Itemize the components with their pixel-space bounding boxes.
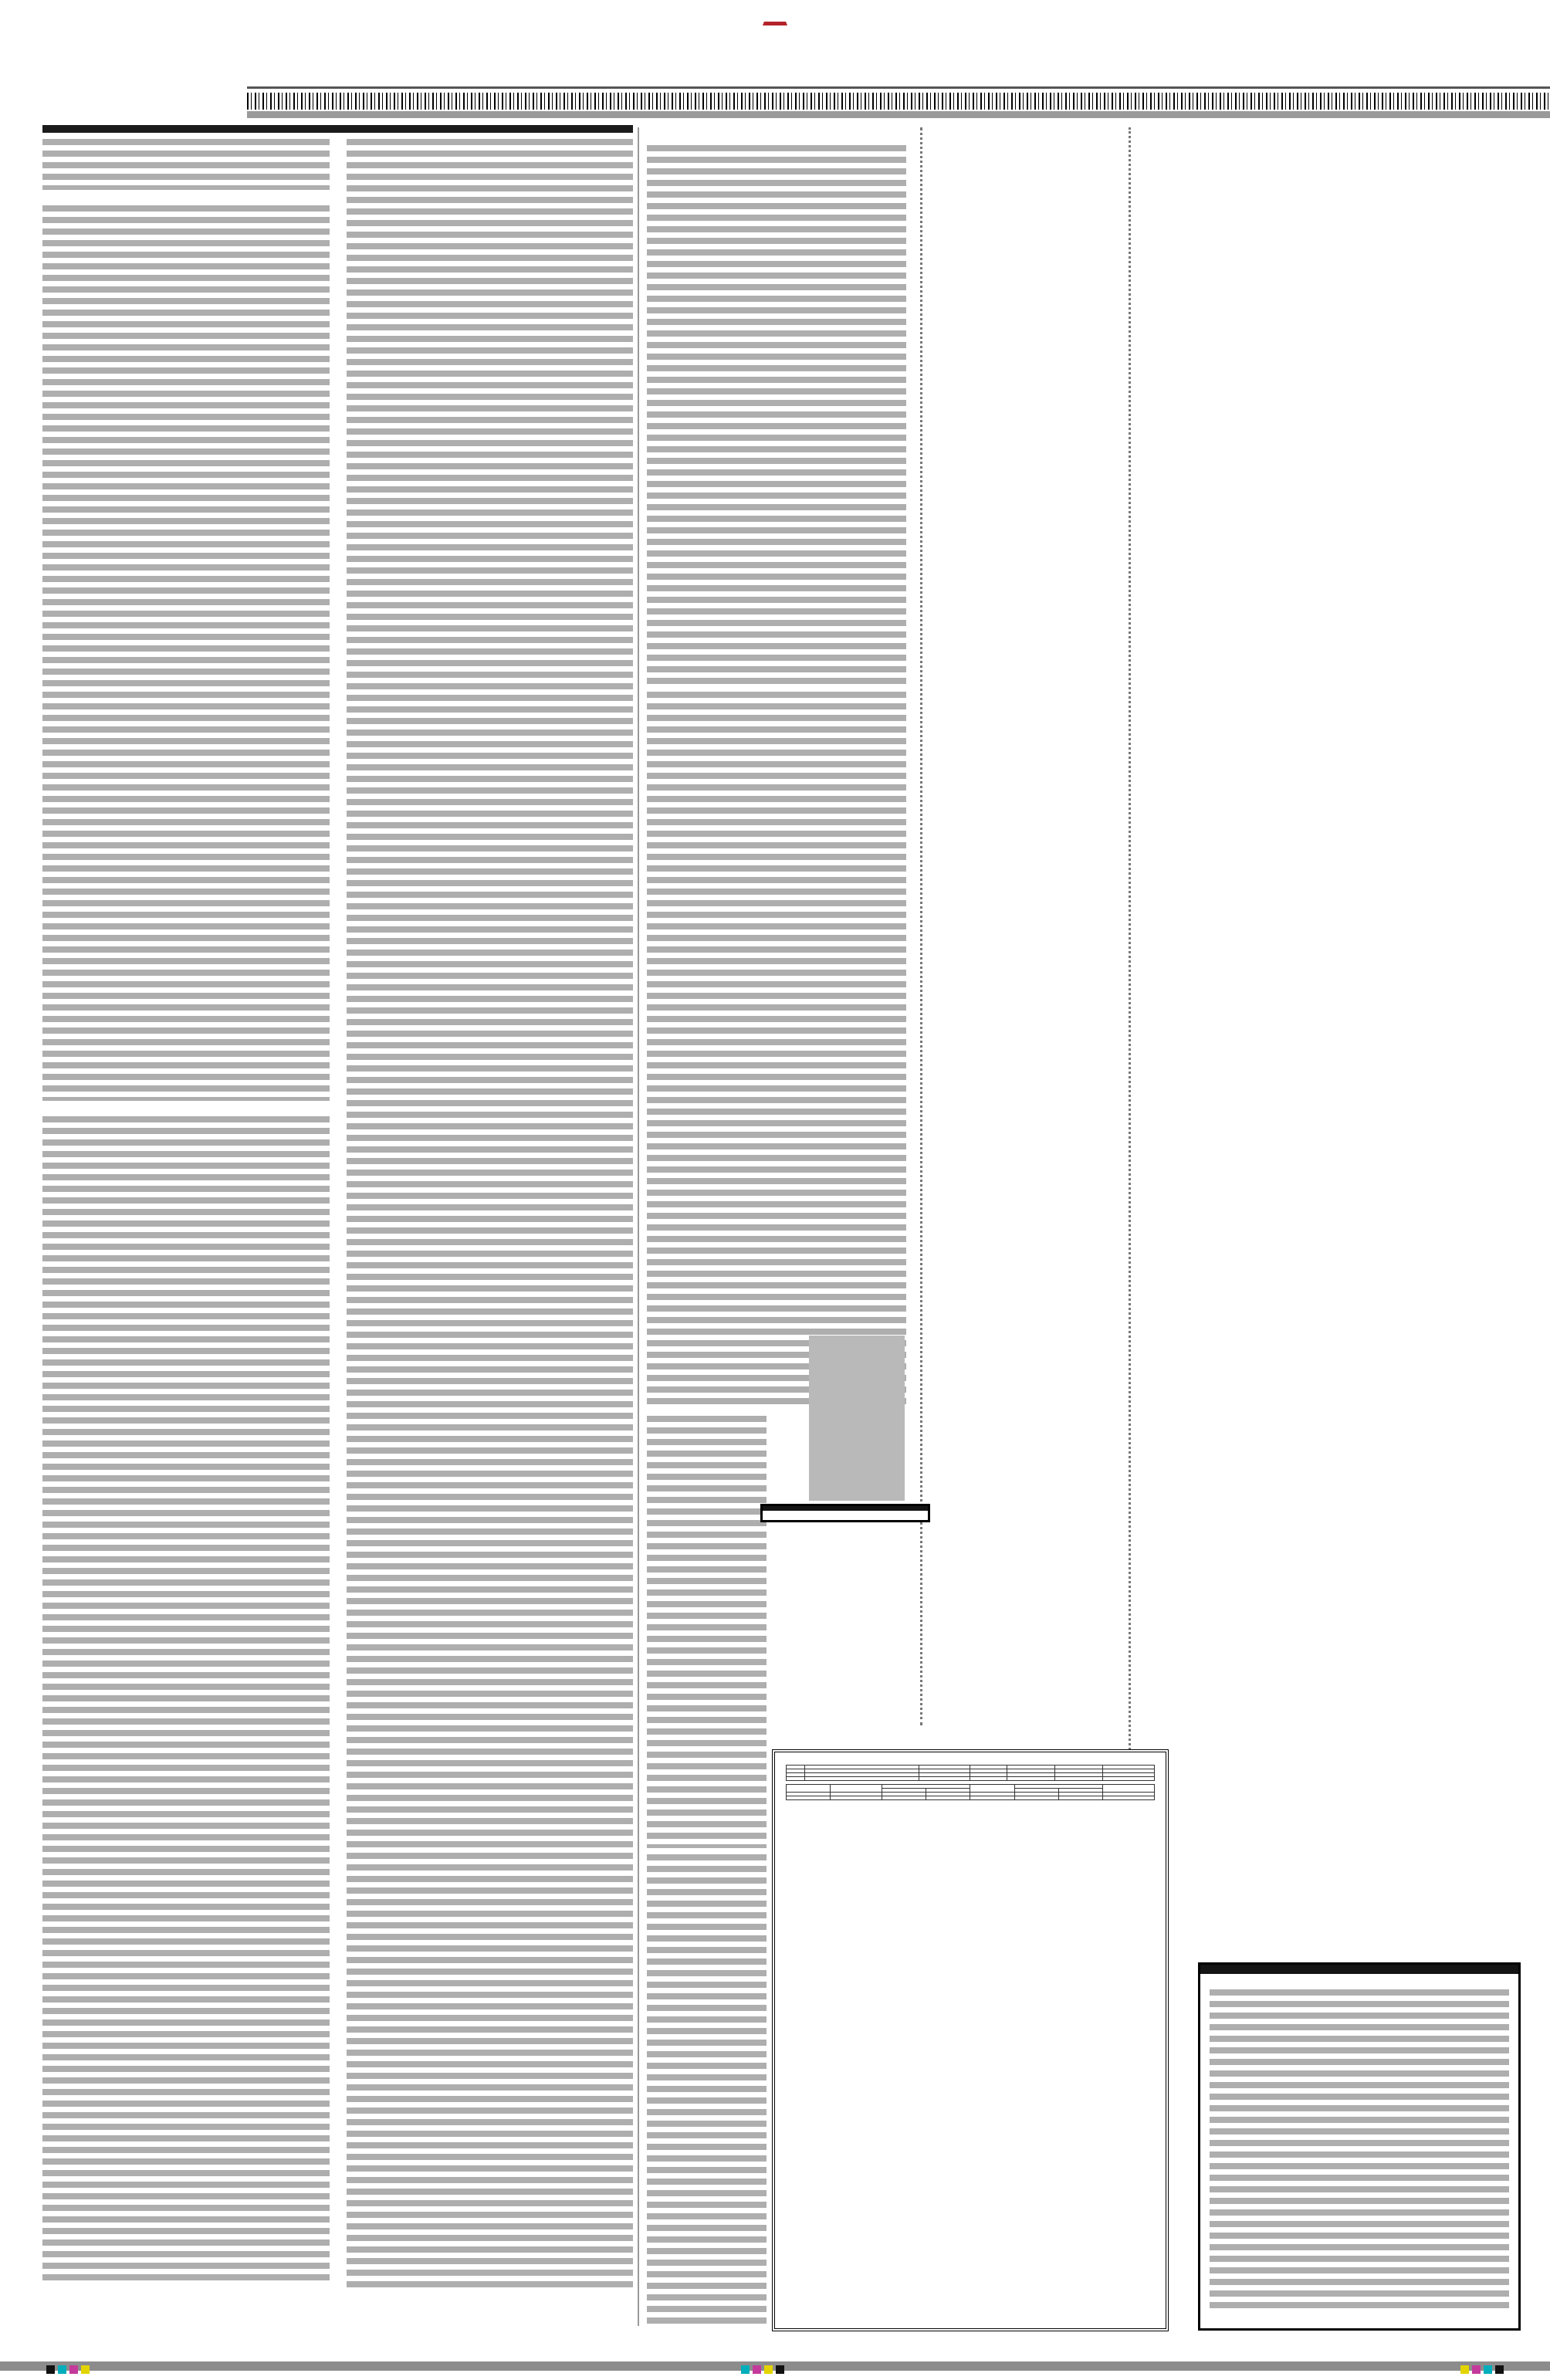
public-notice [1198,1962,1521,2331]
tender-table-1 [786,1765,1155,1781]
masthead [0,15,1550,29]
t1-cell [1103,1777,1155,1781]
text-filler [42,205,330,1101]
t2-cell [970,1796,1014,1800]
t2-cell [787,1796,831,1800]
t1-cell [1007,1777,1055,1781]
t1-cell [919,1777,970,1781]
text-filler [647,1416,767,1848]
text-filler [42,1116,330,2284]
dotted-divider-left [920,127,922,1725]
column-divider [638,127,639,2326]
header-rule [247,86,1550,89]
lost-notice [760,1504,930,1522]
photo-placeholder [809,1336,905,1501]
t1-cell [1055,1777,1103,1781]
registration-marks [46,2365,90,2374]
continuation-col-2 [347,139,634,2293]
t1-cell [787,1777,805,1781]
continuation-col-1 [42,139,330,2293]
tender-notice [772,1749,1169,2331]
text-filler [647,692,906,1410]
registration-marks [741,2365,784,2374]
t2-header [787,1785,831,1793]
t2-header [970,1785,1014,1793]
text-filler [647,145,906,686]
text-filler [1210,1989,1509,2313]
public-notice-title [1200,1965,1518,1974]
text-filler [42,139,330,190]
t1-cell [804,1777,919,1781]
t2-cell [831,1796,882,1800]
text-filler [347,139,634,2293]
gray-band [247,111,1550,118]
barcode-strip [247,93,1550,110]
text-filler [647,1854,767,2326]
t2-header [831,1785,882,1793]
t2-header [1103,1785,1155,1793]
tender-table-2 [786,1784,1155,1800]
t2-cell [926,1796,970,1800]
t2-cell [1103,1796,1155,1800]
masthead-subtitle [763,22,787,25]
t2-cell [1058,1796,1102,1800]
lost-body [763,1511,928,1520]
registration-marks [1460,2365,1504,2374]
continuation-section [42,125,633,2326]
t2-cell [882,1796,926,1800]
dotted-divider-right [1129,127,1131,1837]
continuation-section-title [42,125,633,133]
t1-cell [970,1777,1007,1781]
t2-cell [1014,1796,1058,1800]
